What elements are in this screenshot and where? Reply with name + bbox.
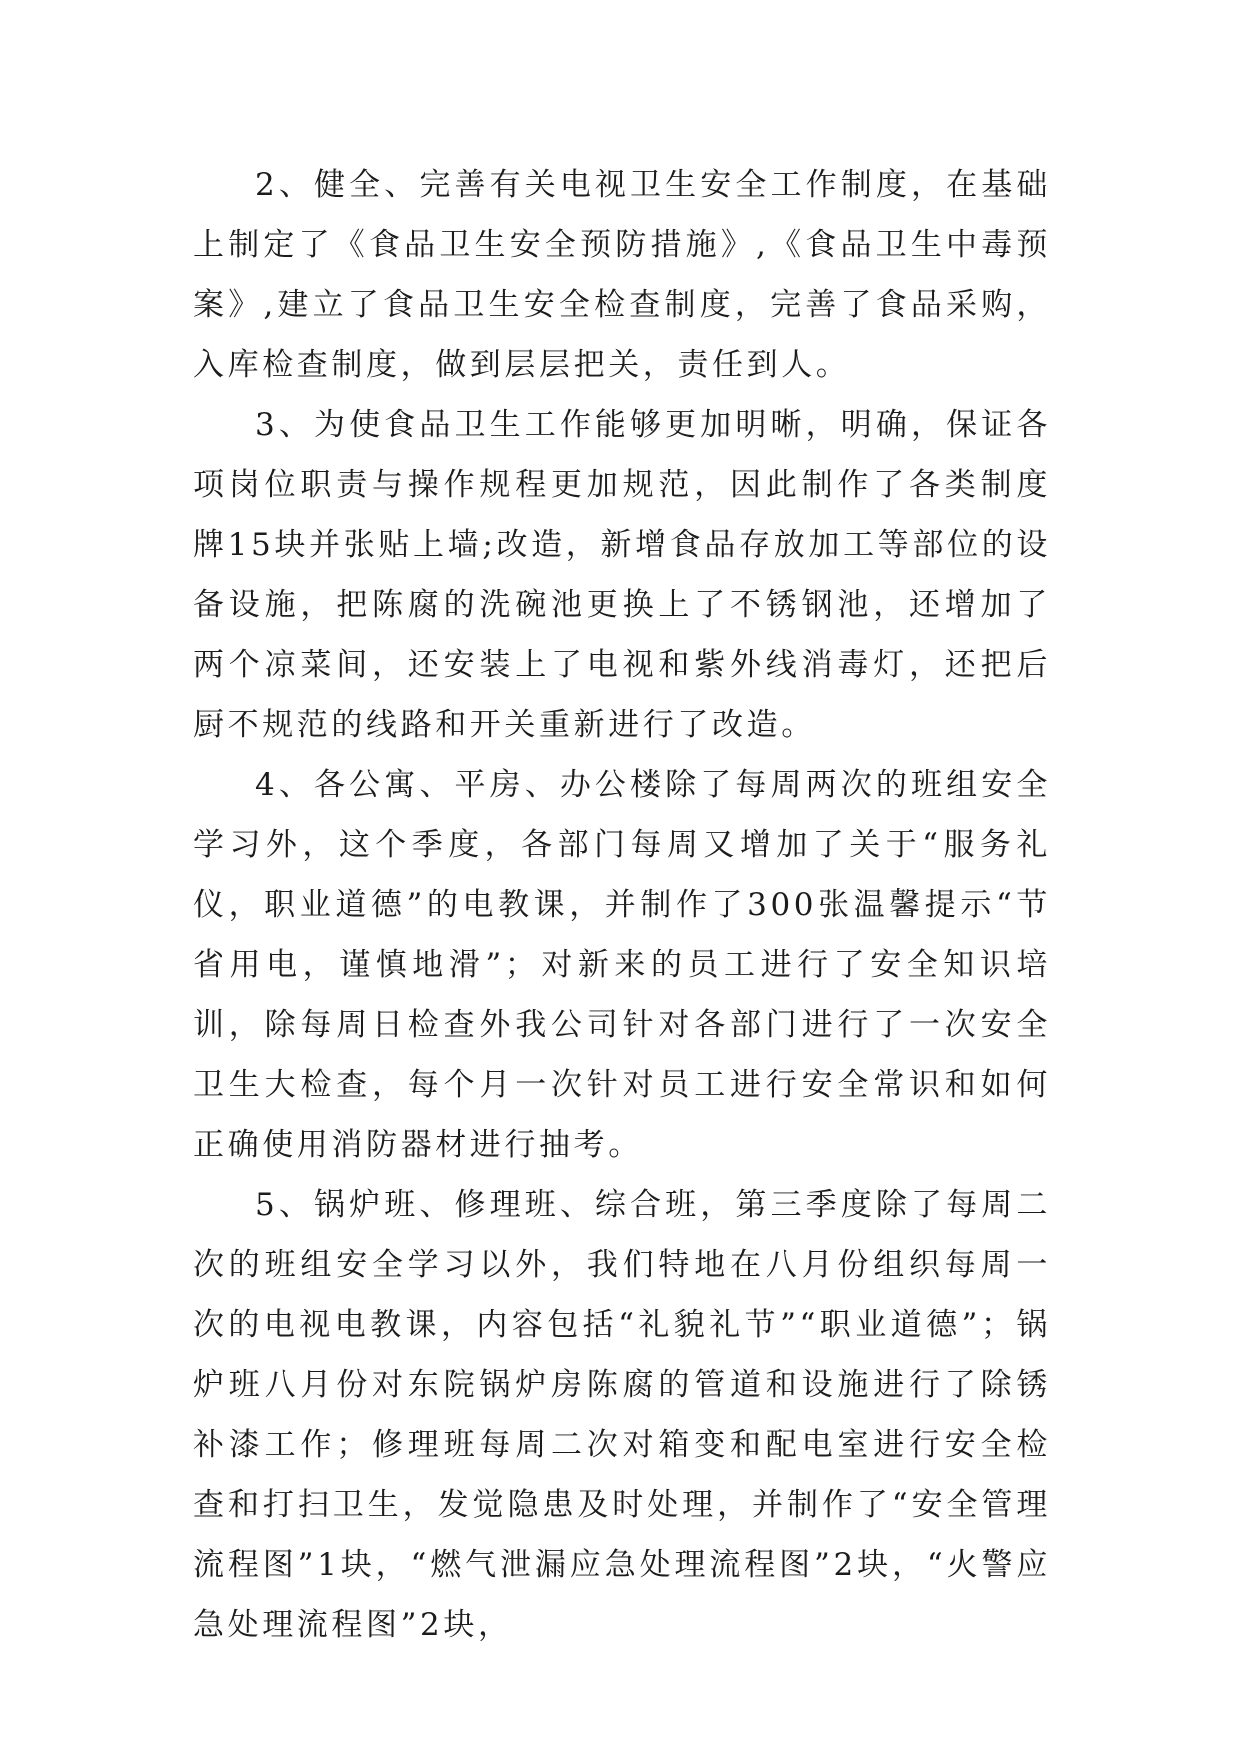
paragraph-4: 4、各公寓、平房、办公楼除了每周两次的班组安全学习外，这个季度，各部门每周又增加了关于“服务礼仪，职业道德”的电教课，并制作了300张温馨提示“节省用电，谨慎地滑”；对新来的员工进行了安全知识培训，除每周日检查外我公司针对各部门进行了一次安全卫生大检查，每个月一次针对员工进行安全常识和如何正确使用消防器材进行抽考。	[193, 767, 1051, 1163]
paragraph-2: 2、健全、完善有关电视卫生安全工作制度，在基础上制定了《食品卫生安全预防措施》,《食品卫生中毒预案》,建立了食品卫生安全检查制度，完善了食品采购，入库检查制度，做到层层把关，责任到人。	[193, 167, 1051, 383]
paragraph-5: 5、锅炉班、修理班、综合班，第三季度除了每周二次的班组安全学习以外，我们特地在八月份组织每周一次的电视电教课，内容包括“礼貌礼节”“职业道德”；锅炉班八月份对东院锅炉房陈腐的管道和设施进行了除锈补漆工作；修理班每周二次对箱变和配电室进行安全检查和打扫卫生，发觉隐患及时处理，并制作了“安全管理流程图”1块，“燃气泄漏应急处理流程图”2块，“火警应急处理流程图”2块，	[193, 1187, 1051, 1643]
paragraph-3: 3、为使食品卫生工作能够更加明晰，明确，保证各项岗位职责与操作规程更加规范，因此制作了各类制度牌15块并张贴上墙;改造，新增食品存放加工等部位的设备设施，把陈腐的洗碗池更换上了不锈钢池，还增加了两个凉菜间，还安装上了电视和紫外线消毒灯，还把后厨不规范的线路和开关重新进行了改造。	[193, 407, 1051, 743]
document-body	[193, 155, 1051, 1655]
